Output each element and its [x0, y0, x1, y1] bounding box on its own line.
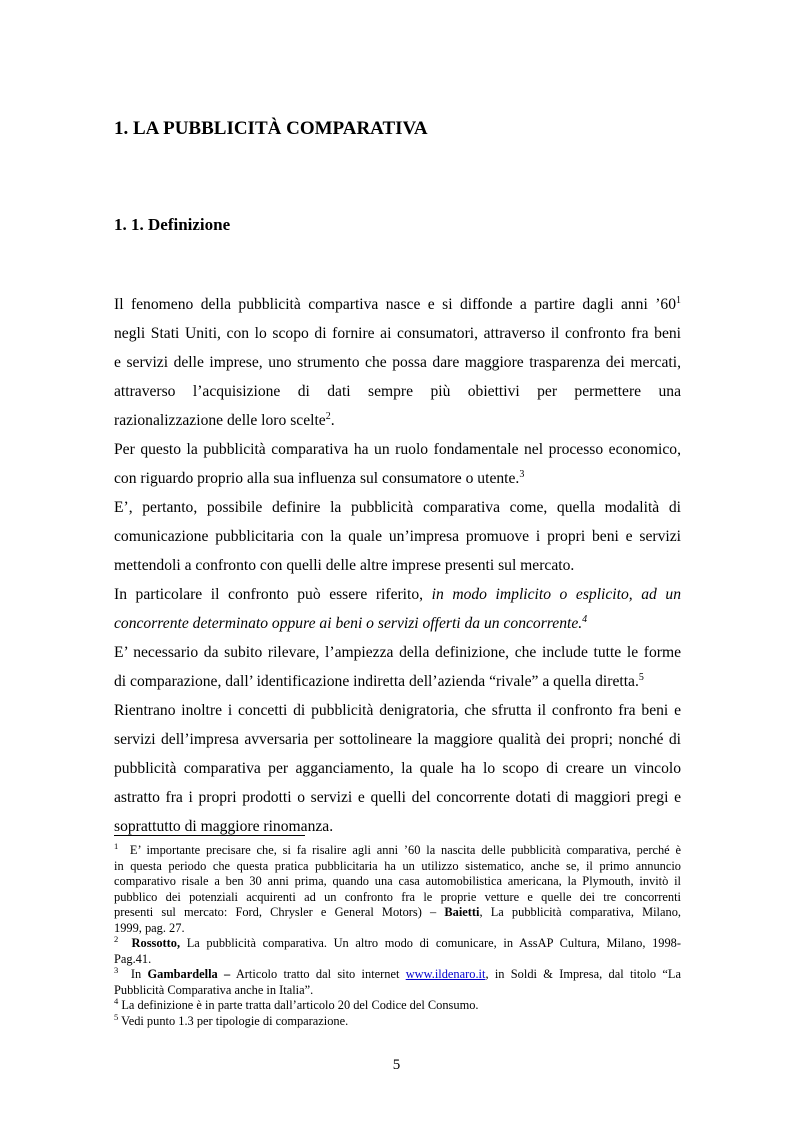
footnote-ref-4: 4: [582, 613, 588, 625]
paragraph-3: E’, pertanto, possibile definire la pubblicità comparativa come, quella modalità di comunicazione pubblicitaria con la quale un’impresa promuove i propri beni e servizi mettendoli a confronto con quelli delle altre imprese presenti sul mercato.: [114, 499, 681, 574]
footnote-ref-5: 5: [638, 671, 644, 683]
chapter-heading: 1. LA PUBBLICITÀ COMPARATIVA: [114, 118, 428, 139]
paragraph-2: Per questo la pubblicità comparativa ha un ruolo fondamentale nel processo economico, con riguardo proprio alla sua influenza sul consumatore o utente.$^3$: [114, 441, 681, 487]
footnote-ref-3: 3: [519, 468, 525, 480]
section-heading: 1. 1. Definizione: [114, 215, 231, 234]
footnote-1: $^1$ E’ importante precisare che, si fa risalire agli anni ’60 la nascita delle pubblicità comparativa, perché è in questa periodo che questa pratica pubblicitaria ha un utilizzo sistematico, anche se, il primo annuncio comparativo risale a ben 30 anni prima, quando una casa automobilistica americana, la Plymouth, invitò il pubblico dei potenziali acquirenti ad un confronto fra le proprie vetture e quelle dei tre concorrenti presenti sul mercato: Ford, Chrysler e General Motors) – Baietti, La pubblicità comparativa, Milano, 1999, pag. 27.: [114, 840, 681, 935]
ildenaro-link[interactable]: www.ildenaro.it: [405, 967, 486, 981]
footnote-ref-2: 2: [325, 410, 331, 422]
paragraph-1: Il fenomeno della pubblicità compartiva nasce e si diffonde a partire dagli anni $’60^1$ negli Stati Uniti, con lo scopo di fornire ai consumatori, attraverso il confronto fra beni e servizi delle imprese, uno strumento che possa dare maggiore trasparenza dei mercati, attraverso l’acquisizione di dati sempre più obiettivi per permettere una razionalizzazione delle loro scelte$^2$.: [114, 294, 681, 429]
body-text: [114, 290, 681, 841]
footnote-4: $^4$ La definizione è in parte tratta dall’articolo 20 del Codice del Consumo.: [114, 995, 479, 1012]
paragraph-4: In particolare il confronto può essere riferito, in modo implicito o esplicito, ad un concorrente determinato oppure ai beni o servizi offerti da un concorrente.$^4$: [114, 586, 681, 632]
footnote-5: $^5$ Vedi punto 1.3 per tipologie di comparazione.: [114, 1011, 349, 1028]
page-number: 5: [392, 1057, 401, 1073]
footnote-3: $^3$ In Gambardella – Articolo tratto dal sito internet www.ildenaro.it, in Soldi & Impresa, dal titolo “La Pubblicità Comparativa anche in Italia”.: [114, 964, 681, 997]
paragraph-5: E’ necessario da subito rilevare, l’ampiezza della definizione, che include tutte le forme di comparazione, dall’ identificazione indiretta dell’azienda “rivale” a quella diretta.$^5$: [114, 644, 681, 690]
footnote-2: $^2$ Rossotto, La pubblicità comparativa. Un altro modo di comunicare, in AssAP Cultura, Milano, 1998- Pag.41.: [114, 933, 681, 966]
footnotes: [114, 840, 681, 1029]
footnote-separator: [114, 835, 305, 836]
paragraph-6: Rientrano inoltre i concetti di pubblicità denigratoria, che sfrutta il confronto fra beni e servizi dell’impresa avversaria per sottolineare la maggiore qualità dei propri; nonché di pubblicità comparativa per agganciamento, la quale ha lo scopo di creare un vincolo astratto fra i propri prodotti o servizi e quelli del concorrente dotati di maggiori pregi e soprattutto di maggiore rinomanza.: [114, 702, 681, 835]
footnote-ref-1: 1: [676, 294, 681, 306]
